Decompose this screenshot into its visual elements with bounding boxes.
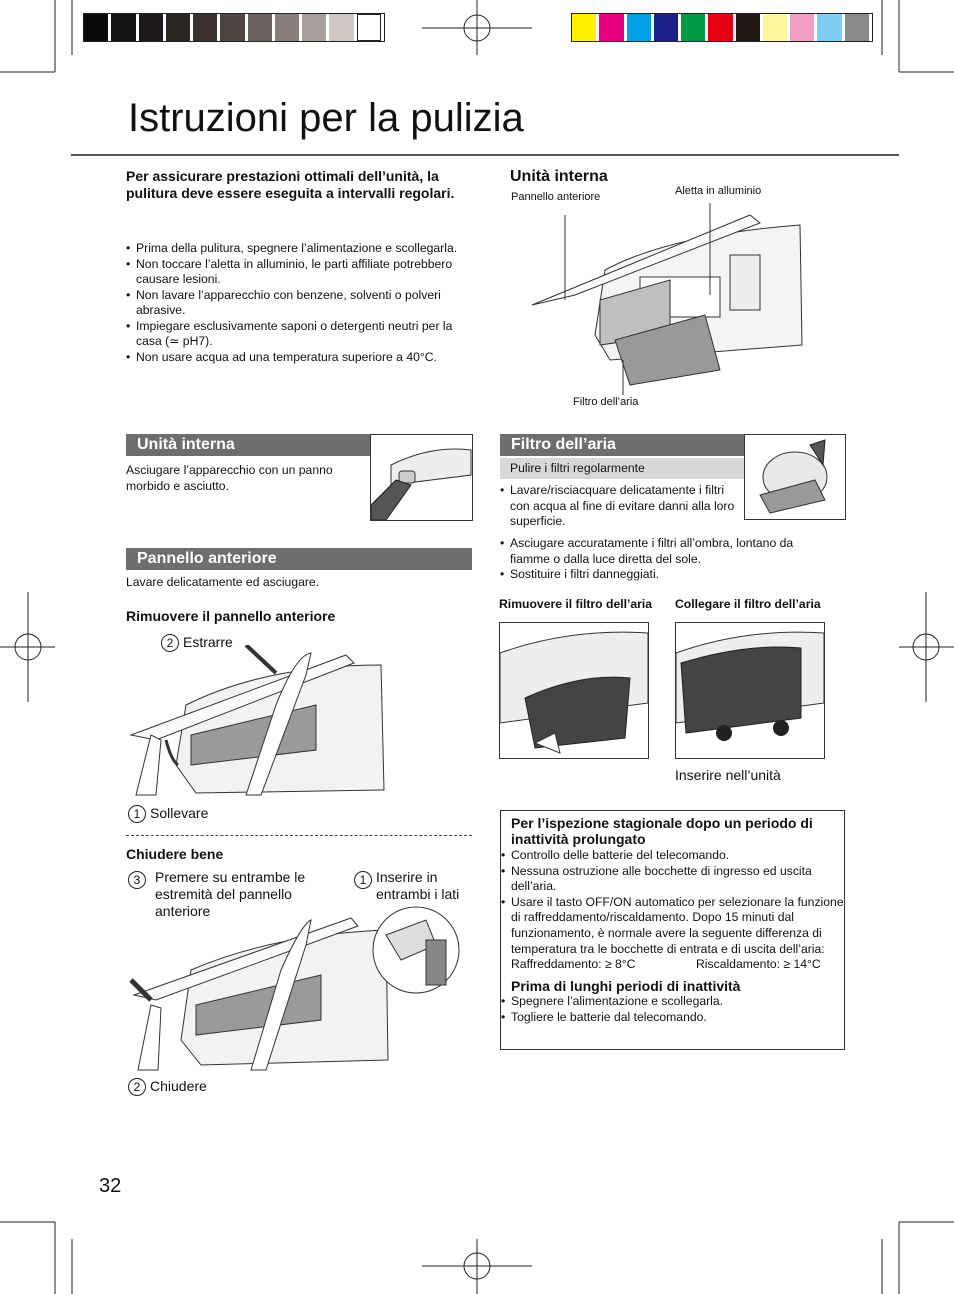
title-divider (71, 154, 899, 156)
attach-filter-label: Collegare il filtro dell’aria (675, 597, 821, 611)
step-number: 3 (128, 871, 146, 889)
page-number: 32 (99, 1175, 122, 1197)
registration-mark-right (899, 592, 954, 702)
step-number: 2 (128, 1078, 146, 1096)
label-front-panel: Pannello anteriore (511, 191, 601, 203)
intro-bullet: • Prima della pulitura, spegnere l’alimentazione e scollegarla. (126, 241, 476, 257)
step-number: 1 (128, 805, 146, 823)
inspection-bullets (501, 848, 844, 957)
filter-bullets-b (500, 536, 830, 583)
indoor-unit-illustration (520, 195, 820, 395)
step-label: Inserire in entrambi i lati (376, 869, 460, 902)
remove-filter-label: Rimuovere il filtro dell’aria (499, 597, 653, 611)
inactivity-heading: Prima di lunghi periodi di inattività (511, 978, 741, 995)
intro-bullet-list (126, 241, 476, 365)
step-label: Sollevare (150, 805, 209, 821)
step-label: Estrarre (183, 634, 233, 650)
inspection-bullet: • Controllo delle batterie del telecomando. (501, 848, 844, 864)
filter-bullet: • Lavare/risciacquare delicatamente i filtri con acqua al fine di evitare danni alla loro superficie. (500, 483, 745, 530)
remove-panel-illustration (126, 645, 391, 805)
heating-temp: Riscaldamento: ≥ 14°C (696, 957, 821, 972)
registration-mark-bottom (422, 1239, 532, 1294)
section-bar-air-filter: Filtro dell’aria (500, 434, 745, 456)
label-aluminium-fin: Aletta in alluminio (675, 185, 762, 197)
diagram-heading: Unità interna (510, 168, 608, 185)
intro-bullet: • Non usare acqua ad una temperatura superiore a 40°C. (126, 350, 476, 366)
intro-bold-text: Per assicurare prestazioni ottimali dell’unità, la pulitura deve essere eseguita a intervalli regolari. (126, 168, 455, 201)
inspection-bullet: • Usare il tasto OFF/ON automatico per selezionare la funzione di raffreddamento/riscaldamento. Dopo 15 minuti dal funzionamento, è normale avere la seguente differenza di temperatura tra le bocchette di entrata e di uscita dell’aria: (501, 895, 844, 957)
step-label: Chiudere (150, 1078, 207, 1094)
cooling-temp: Raffreddamento: ≥ 8°C (511, 957, 636, 972)
section-bar-indoor-unit: Unità interna (126, 434, 372, 456)
remove-filter-illustration (499, 622, 649, 759)
intro-bullet: • Non lavare l’apparecchio con benzene, solventi o polveri abrasive. (126, 288, 476, 319)
section-bar-front-panel: Pannello anteriore (126, 548, 472, 570)
wash-filter-illustration (744, 434, 846, 520)
temperature-difference-row (501, 957, 844, 973)
step-lift (128, 805, 208, 823)
page-title: Istruzioni per la pulizia (128, 96, 524, 140)
step-label: Premere su entrambe le estremità del pannello anteriore (155, 869, 306, 919)
intro-bullet: • Non toccare l’aletta in alluminio, le parti affiliate potrebbero causare lesioni. (126, 257, 476, 288)
close-panel-illustration (126, 900, 476, 1075)
step-close (128, 1078, 207, 1096)
indoor-unit-text: Asciugare l’apparecchio con un panno morbido e asciutto. (126, 463, 333, 493)
step-insert-sides (354, 869, 474, 903)
close-panel-heading: Chiudere bene (126, 846, 224, 862)
filter-bullet: • Sostituire i filtri danneggiati. (500, 567, 830, 583)
inactivity-bullet: • Spegnere l’alimentazione e scollegarla. (501, 994, 844, 1010)
step-number: 2 (161, 634, 179, 652)
attach-filter-illustration (675, 622, 825, 759)
filter-bullet: • Asciugare accuratamente i filtri all’ombra, lontano da fiamme o dalla luce diretta del sole. (500, 536, 830, 567)
inspection-bullet: • Nessuna ostruzione alle bocchette di ingresso ed uscita dell’aria. (501, 864, 844, 895)
inspection-box (500, 810, 845, 1050)
step-number: 1 (354, 871, 372, 889)
wipe-unit-illustration (370, 434, 473, 521)
inspection-heading: Per l’ispezione stagionale dopo un periodo di inattività prolungato (511, 815, 813, 847)
remove-panel-heading: Rimuovere il pannello anteriore (126, 608, 336, 624)
registration-mark-left (0, 592, 55, 702)
front-panel-text: Lavare delicatamente ed asciugare. (126, 575, 320, 589)
label-air-filter: Filtro dell’aria (573, 396, 639, 408)
insert-into-unit-label: Inserire nell’unità (675, 767, 781, 783)
registration-mark-top (422, 0, 532, 55)
inactivity-bullets (501, 994, 844, 1025)
inactivity-bullet: • Togliere le batterie dal telecomando. (501, 1010, 844, 1026)
intro-bullet: • Impiegare esclusivamente saponi o detergenti neutri per la casa (≃ pH7). (126, 319, 476, 350)
air-filter-subheading: Pulire i filtri regolarmente (500, 458, 745, 479)
filter-bullets-a (500, 483, 745, 530)
dashed-divider (126, 835, 472, 836)
